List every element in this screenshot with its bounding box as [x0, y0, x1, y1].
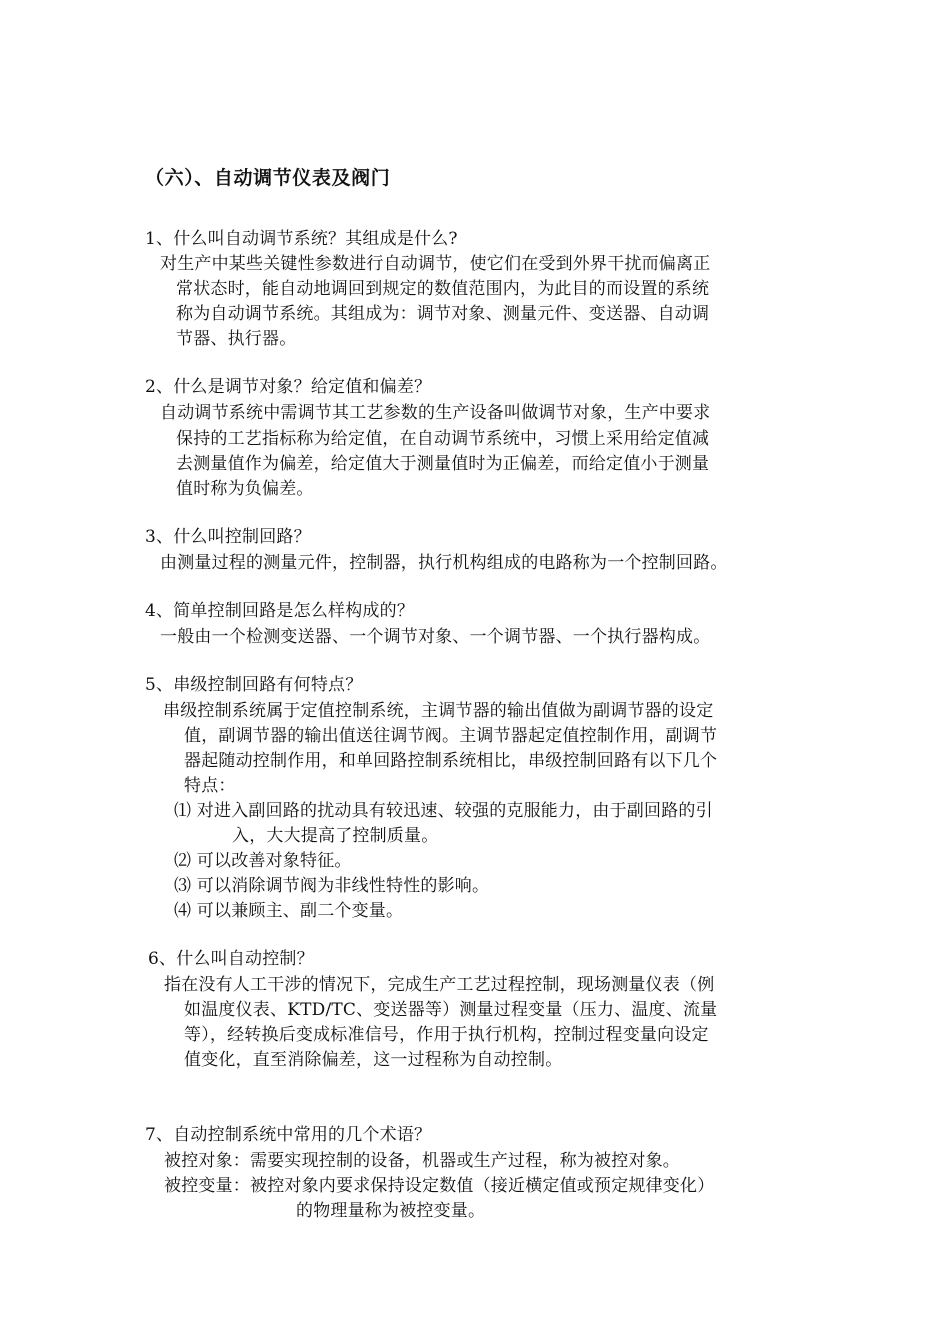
- answer-3-line-1: 由测量过程的测量元件，控制器，执行机构组成的电路称为一个控制回路。: [160, 553, 728, 573]
- answer-2-line-3: 去测量值作为偏差，给定值大于测量值时为正偏差，而给定值小于测量: [176, 454, 710, 474]
- answer-5-line-4: 特点：: [184, 776, 236, 796]
- answer-6-line-3: 等），经转换后变成标准信号，作用于执行机构，控制过程变量向设定: [184, 1025, 709, 1045]
- point-5-1: ⑴ 对进入副回路的扰动具有较迅速、较强的克服能力，由于副回路的引: [174, 801, 713, 821]
- point-5-4: ⑷ 可以兼顾主、副二个变量。: [174, 901, 404, 921]
- answer-4-line-1: 一般由一个检测变送器、一个调节对象、一个调节器、一个执行器构成。: [160, 627, 711, 647]
- point-5-1-cont: 入，大大提高了控制质量。: [232, 826, 439, 846]
- answer-6-line-4: 值变化，直至消除偏差，这一过程称为自动控制。: [184, 1050, 563, 1070]
- answer-1-line-1: 对生产中某些关键性参数进行自动调节，使它们在受到外界干扰而偏离正: [160, 254, 711, 274]
- answer-2-line-2: 保持的工艺指标称为给定值，在自动调节系统中，习惯上采用给定值减: [176, 429, 710, 449]
- answer-2-line-1: 自动调节系统中需调节其工艺参数的生产设备叫做调节对象，生产中要求: [160, 403, 711, 423]
- answer-7-line-2: 被控变量：被控对象内要求保持设定数值（接近横定值或预定规律变化）: [164, 1176, 715, 1196]
- question-1: 1、什么叫自动调节系统？其组成是什么?: [145, 229, 458, 249]
- answer-7-line-1: 被控对象：需要实现控制的设备，机器或生产过程，称为被控对象。: [164, 1151, 680, 1171]
- question-2: 2、什么是调节对象？给定值和偏差？: [145, 377, 432, 397]
- answer-2-line-4: 值时称为负偏差。: [176, 479, 314, 499]
- section-title: （六）、自动调节仪表及阀门: [145, 167, 391, 189]
- question-3: 3、什么叫控制回路？: [145, 527, 311, 547]
- answer-1-line-4: 节器、执行器。: [176, 329, 297, 349]
- point-5-2: ⑵ 可以改善对象特征。: [174, 851, 352, 871]
- question-7: 7、自动控制系统中常用的几个术语？: [145, 1125, 432, 1145]
- answer-5-line-3: 器起随动控制作用，和单回路控制系统相比，串级控制回路有以下几个: [184, 751, 718, 771]
- point-5-3: ⑶ 可以消除调节阀为非线性特性的影响。: [174, 876, 490, 896]
- answer-7-line-3: 的物理量称为被控变量。: [296, 1201, 486, 1221]
- answer-1-line-3: 称为自动调节系统。其组成为：调节对象、测量元件、变送器、自动调: [176, 304, 710, 324]
- answer-6-line-2: 如温度仪表、KTD/TC、变送器等）测量过程变量（压力、温度、流量: [184, 1000, 718, 1020]
- answer-5-line-1: 串级控制系统属于定值控制系统，主调节器的输出值做为副调节器的设定: [163, 701, 714, 721]
- answer-1-line-2: 常状态时，能自动地调回到规定的数值范围内，为此目的而设置的系统: [176, 279, 710, 299]
- question-5: 5、串级控制回路有何特点？: [145, 675, 363, 695]
- question-6: 6、什么叫自动控制？: [148, 949, 314, 969]
- answer-5-line-2: 值，副调节器的输出值送往调节阀。主调节器起定值控制作用，副调节: [184, 726, 718, 746]
- answer-6-line-1: 指在没有人工干涉的情况下，完成生产工艺过程控制，现场测量仪表（例: [164, 975, 715, 995]
- question-4: 4、简单控制回路是怎么样构成的？: [145, 601, 415, 621]
